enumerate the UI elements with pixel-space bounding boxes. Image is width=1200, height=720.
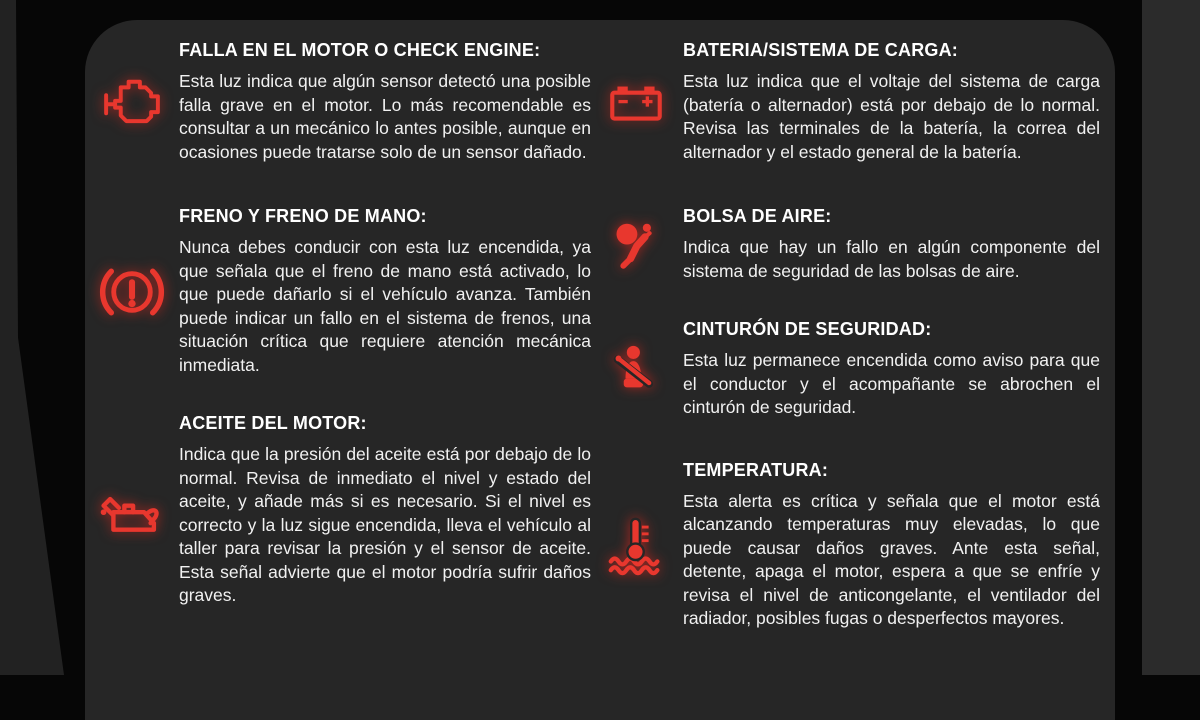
airbag-icon xyxy=(595,206,677,283)
section-battery xyxy=(595,40,1100,164)
section-title: BATERIA/SISTEMA DE CARGA: xyxy=(683,40,958,60)
section-body: Indica que la presión del aceite está por debajo de lo normal. Revisa de inmediato el nivel y estado del aceite, y añade más si es necesario. Si el nivel es correcto y la luz sigue encendida, lleva el vehículo al taller para revisar la presión y el sensor de aceite. Esta señal advierte que el motor podría sufrir daños graves. xyxy=(179,444,591,605)
right-column xyxy=(595,40,1100,631)
section-body: Esta luz indica que algún sensor detectó una posible falla grave en el motor. Lo más recomendable es consultar a un mecánico lo antes posible, aunque en ocasiones puede tratarse solo de un sensor dañado. xyxy=(179,71,591,162)
section-seatbelt xyxy=(595,319,1100,420)
left-column xyxy=(91,40,591,608)
battery-icon xyxy=(595,40,677,164)
section-temperature xyxy=(595,460,1100,631)
section-title: ACEITE DEL MOTOR: xyxy=(179,413,367,433)
section-check-engine xyxy=(91,40,591,164)
section-body: Esta alerta es crítica y señala que el motor está alcanzando temperaturas muy elevadas, lo que puede causar daños graves. Ante esta señal, detente, apaga el motor, espera a que se enfríe y revisa el nivel de anticongelante, el ventilador del radiador, posibles fugas o desperfectos mayores. xyxy=(683,490,1100,628)
background-right-strip xyxy=(1142,0,1200,675)
section-title: TEMPERATURA: xyxy=(683,459,829,480)
section-body: Esta luz permanece encendida como aviso para que el conductor y el acompañante se abrochen el cinturón de seguridad. xyxy=(683,350,1100,417)
section-brake xyxy=(91,206,591,377)
section-airbag xyxy=(595,206,1100,283)
check-engine-icon xyxy=(91,40,173,164)
oil-can-icon xyxy=(91,413,173,608)
temperature-icon xyxy=(595,460,677,631)
section-body: Nunca debes conducir con esta luz encendida, ya que señala que el freno de mano está activado, lo que puede dañarlo si el vehículo avanza. También puede indicar un fallo en el sistema de frenos, una situación crítica que requiere atención mecánica inmediata. xyxy=(179,237,591,375)
section-oil xyxy=(91,413,591,608)
brake-warning-icon xyxy=(91,206,173,377)
section-title: FALLA EN EL MOTOR O CHECK ENGINE: xyxy=(179,40,541,60)
section-title: FRENO Y FRENO DE MANO: xyxy=(179,206,427,226)
seatbelt-icon xyxy=(595,319,677,420)
section-body: Indica que hay un fallo en algún componente del sistema de seguridad de las bolsas de aire. xyxy=(683,237,1100,281)
section-body: Esta luz indica que el voltaje del sistema de carga (batería o alternador) está por debajo de lo normal. Revisa las terminales de la batería, la correa del alternador y el estado general de la batería. xyxy=(683,71,1100,162)
infographic-card xyxy=(85,20,1115,720)
section-title: CINTURÓN DE SEGURIDAD: xyxy=(683,319,932,339)
section-title: BOLSA DE AIRE: xyxy=(683,206,832,226)
background-left-strip xyxy=(0,0,64,675)
